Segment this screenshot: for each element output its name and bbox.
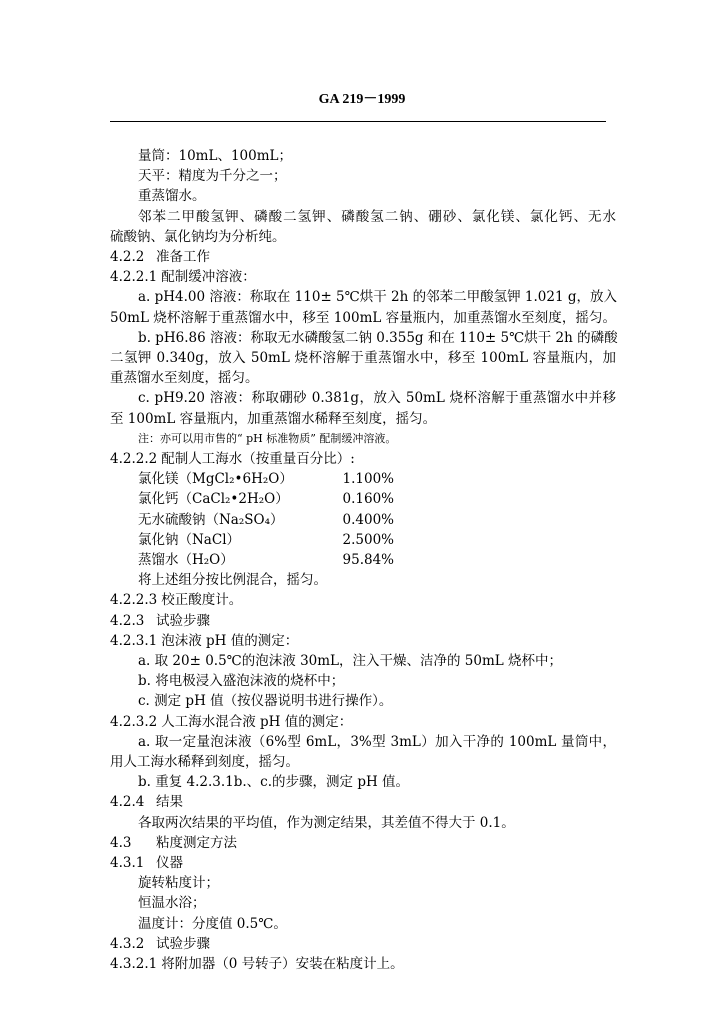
paragraph-line <box>138 388 616 408</box>
line-text: 仪器 <box>156 855 183 871</box>
line-text: b. 重复 4.2.3.1b.、c.的步骤，测定 pH 值。 <box>138 774 410 791</box>
line-text: b. pH6.86 溶液：称取无水磷酸氢二钠 0.355g 和在 110± 5℃烘干 2h 的磷酸 <box>138 329 618 346</box>
line-text: a. pH4.00 溶液：称取在 110± 5℃烘干 2h 的邻苯二甲酸氢钾 1.021 g，放入 <box>138 289 617 306</box>
paragraph-line <box>138 166 287 186</box>
component-percent: 2.500% <box>342 531 394 548</box>
paragraph-line <box>138 732 616 752</box>
line-text: 泡沫液 pH 值的测定： <box>161 632 299 649</box>
line-text: 至 100mL 容量瓶内，加重蒸馏水稀释至刻度，摇匀。 <box>110 410 437 427</box>
section-heading <box>110 611 210 631</box>
line-text: 旋转粘度计； <box>138 875 219 892</box>
component-name: 氯化钠（NaCl） <box>138 531 241 548</box>
paragraph-line <box>110 348 616 368</box>
section-number: 4.2.3.2 <box>110 713 158 730</box>
paragraph-line <box>138 873 219 893</box>
section-heading <box>110 853 183 873</box>
section-heading <box>110 247 210 267</box>
line-text: 人工海水混合液 pH 值的测定： <box>161 713 353 730</box>
paragraph-line <box>110 308 616 328</box>
line-text: 校正酸度计。 <box>161 592 243 609</box>
line-text: 恒温水浴； <box>138 895 206 912</box>
section-heading <box>110 954 404 974</box>
section-heading <box>110 934 210 954</box>
line-text: a. 取 20± 0.5℃的泡沫液 30mL，注入干燥、洁净的 50mL 烧杯中； <box>138 653 563 669</box>
section-number: 4.2.4 <box>110 794 145 811</box>
paragraph-line <box>138 772 409 792</box>
component-name: 氯化镁（MgCl₂•6H₂O） <box>138 471 293 488</box>
line-text: 配制人工海水（按重量百分比）: <box>161 451 355 467</box>
section-number: 4.2.2 <box>110 249 145 265</box>
line-text: c. pH9.20 溶液：称取硼砂 0.381g，放入 50mL 烧杯溶解于重蒸馏水中并移 <box>138 390 616 407</box>
paragraph-line <box>138 570 327 590</box>
line-text: 硫酸钠、氯化钠均为分析纯。 <box>110 228 286 245</box>
line-text: 量筒：10mL、100mL； <box>138 148 292 164</box>
line-text: 重蒸馏水。 <box>138 188 206 205</box>
paragraph-line <box>138 287 616 307</box>
component-percent: 1.100% <box>342 471 394 488</box>
paragraph-line <box>138 651 562 671</box>
seawater-component-row <box>138 510 394 530</box>
line-text: 结果 <box>156 794 183 811</box>
component-percent: 95.84% <box>342 552 394 568</box>
line-text: 50mL 烧杯溶解于重蒸馏水中，移至 100mL 容量瓶内，加重蒸馏水至刻度，摇匀。 <box>110 309 616 326</box>
note-text <box>138 429 396 449</box>
component-name: 无水硫酸钠（Na₂SO₄） <box>138 511 284 528</box>
line-text: 试验步骤 <box>156 935 210 952</box>
line-text: 邻苯二甲酸氢钾、磷酸二氢钾、磷酸氢二钠、硼砂、氯化镁、氯化钙、无水 <box>138 208 616 225</box>
line-text: 天平：精度为千分之一； <box>138 168 287 185</box>
paragraph-line <box>138 186 206 206</box>
line-text: 将附加器（0 号转子）安装在粘度计上。 <box>161 956 404 972</box>
section-number: 4.2.2.1 <box>110 269 158 286</box>
paragraph-line <box>110 752 299 772</box>
line-text: 试验步骤 <box>156 612 210 629</box>
paragraph-line <box>110 409 436 429</box>
line-text: 重蒸馏水至刻度，摇匀。 <box>110 370 259 387</box>
section-number: 4.2.3.1 <box>110 632 158 649</box>
line-text: 配制缓冲溶液： <box>161 269 256 286</box>
line-text: b. 将电极浸入盛泡沫液的烧杯中； <box>138 673 345 690</box>
section-number: 4.2.3 <box>110 612 145 629</box>
section-number: 4.2.2.3 <box>110 592 158 609</box>
seawater-component-row <box>138 469 394 489</box>
document-header: GA 219－1999 <box>318 92 406 107</box>
line-text: 温度计：分度值 0.5℃。 <box>138 915 287 932</box>
seawater-component-row <box>138 489 394 509</box>
line-text: a. 取一定量泡沫液（6%型 6mL，3%型 3mL）加入干净的 100mL 量筒中， <box>138 733 616 750</box>
seawater-component-row <box>138 550 394 570</box>
line-text: 二氢钾 0.340g，放入 50mL 烧杯溶解于重蒸馏水中，移至 100mL 容量瓶内，加 <box>110 350 616 366</box>
section-heading <box>110 792 183 812</box>
paragraph-line <box>138 914 287 934</box>
component-name: 氯化钙（CaCl₂•2H₂O） <box>138 491 289 508</box>
line-text: 准备工作 <box>156 249 210 265</box>
paragraph-line <box>138 691 392 711</box>
section-heading <box>110 833 237 853</box>
component-percent: 0.400% <box>342 511 394 528</box>
paragraph-line <box>138 893 206 913</box>
paragraph-line <box>138 328 616 348</box>
section-heading <box>110 590 242 610</box>
section-heading <box>110 712 352 732</box>
paragraph-line <box>110 368 259 388</box>
line-text: c. 测定 pH 值（按仪器说明书进行操作）。 <box>138 693 393 710</box>
seawater-component-row <box>138 530 394 550</box>
section-heading <box>110 267 256 287</box>
line-text: 将上述组分按比例混合，摇匀。 <box>138 572 327 589</box>
section-number: 4.3.2.1 <box>110 956 158 972</box>
line-text: 注：亦可以用市售的“ pH 标准物质” 配制缓冲溶液。 <box>138 431 397 445</box>
header-rule <box>110 121 606 122</box>
section-number: 4.3.2 <box>110 935 145 952</box>
paragraph-line <box>138 207 616 227</box>
paragraph-line <box>110 227 286 247</box>
section-heading <box>110 631 298 651</box>
section-number: 4.3.1 <box>110 855 145 871</box>
section-number: 4.3 <box>110 834 132 851</box>
component-name: 蒸馏水（H₂O） <box>138 552 234 568</box>
line-text: 用人工海水稀释到刻度，摇匀。 <box>110 754 299 770</box>
paragraph-line <box>138 671 344 691</box>
component-percent: 0.160% <box>342 491 394 508</box>
section-heading <box>110 449 355 469</box>
line-text: 各取两次结果的平均值，作为测定结果，其差值不得大于 0.1。 <box>138 814 515 831</box>
paragraph-line <box>138 813 515 833</box>
section-number: 4.2.2.2 <box>110 451 158 467</box>
paragraph-line <box>138 146 292 166</box>
line-text: 粘度测定方法 <box>156 834 237 851</box>
